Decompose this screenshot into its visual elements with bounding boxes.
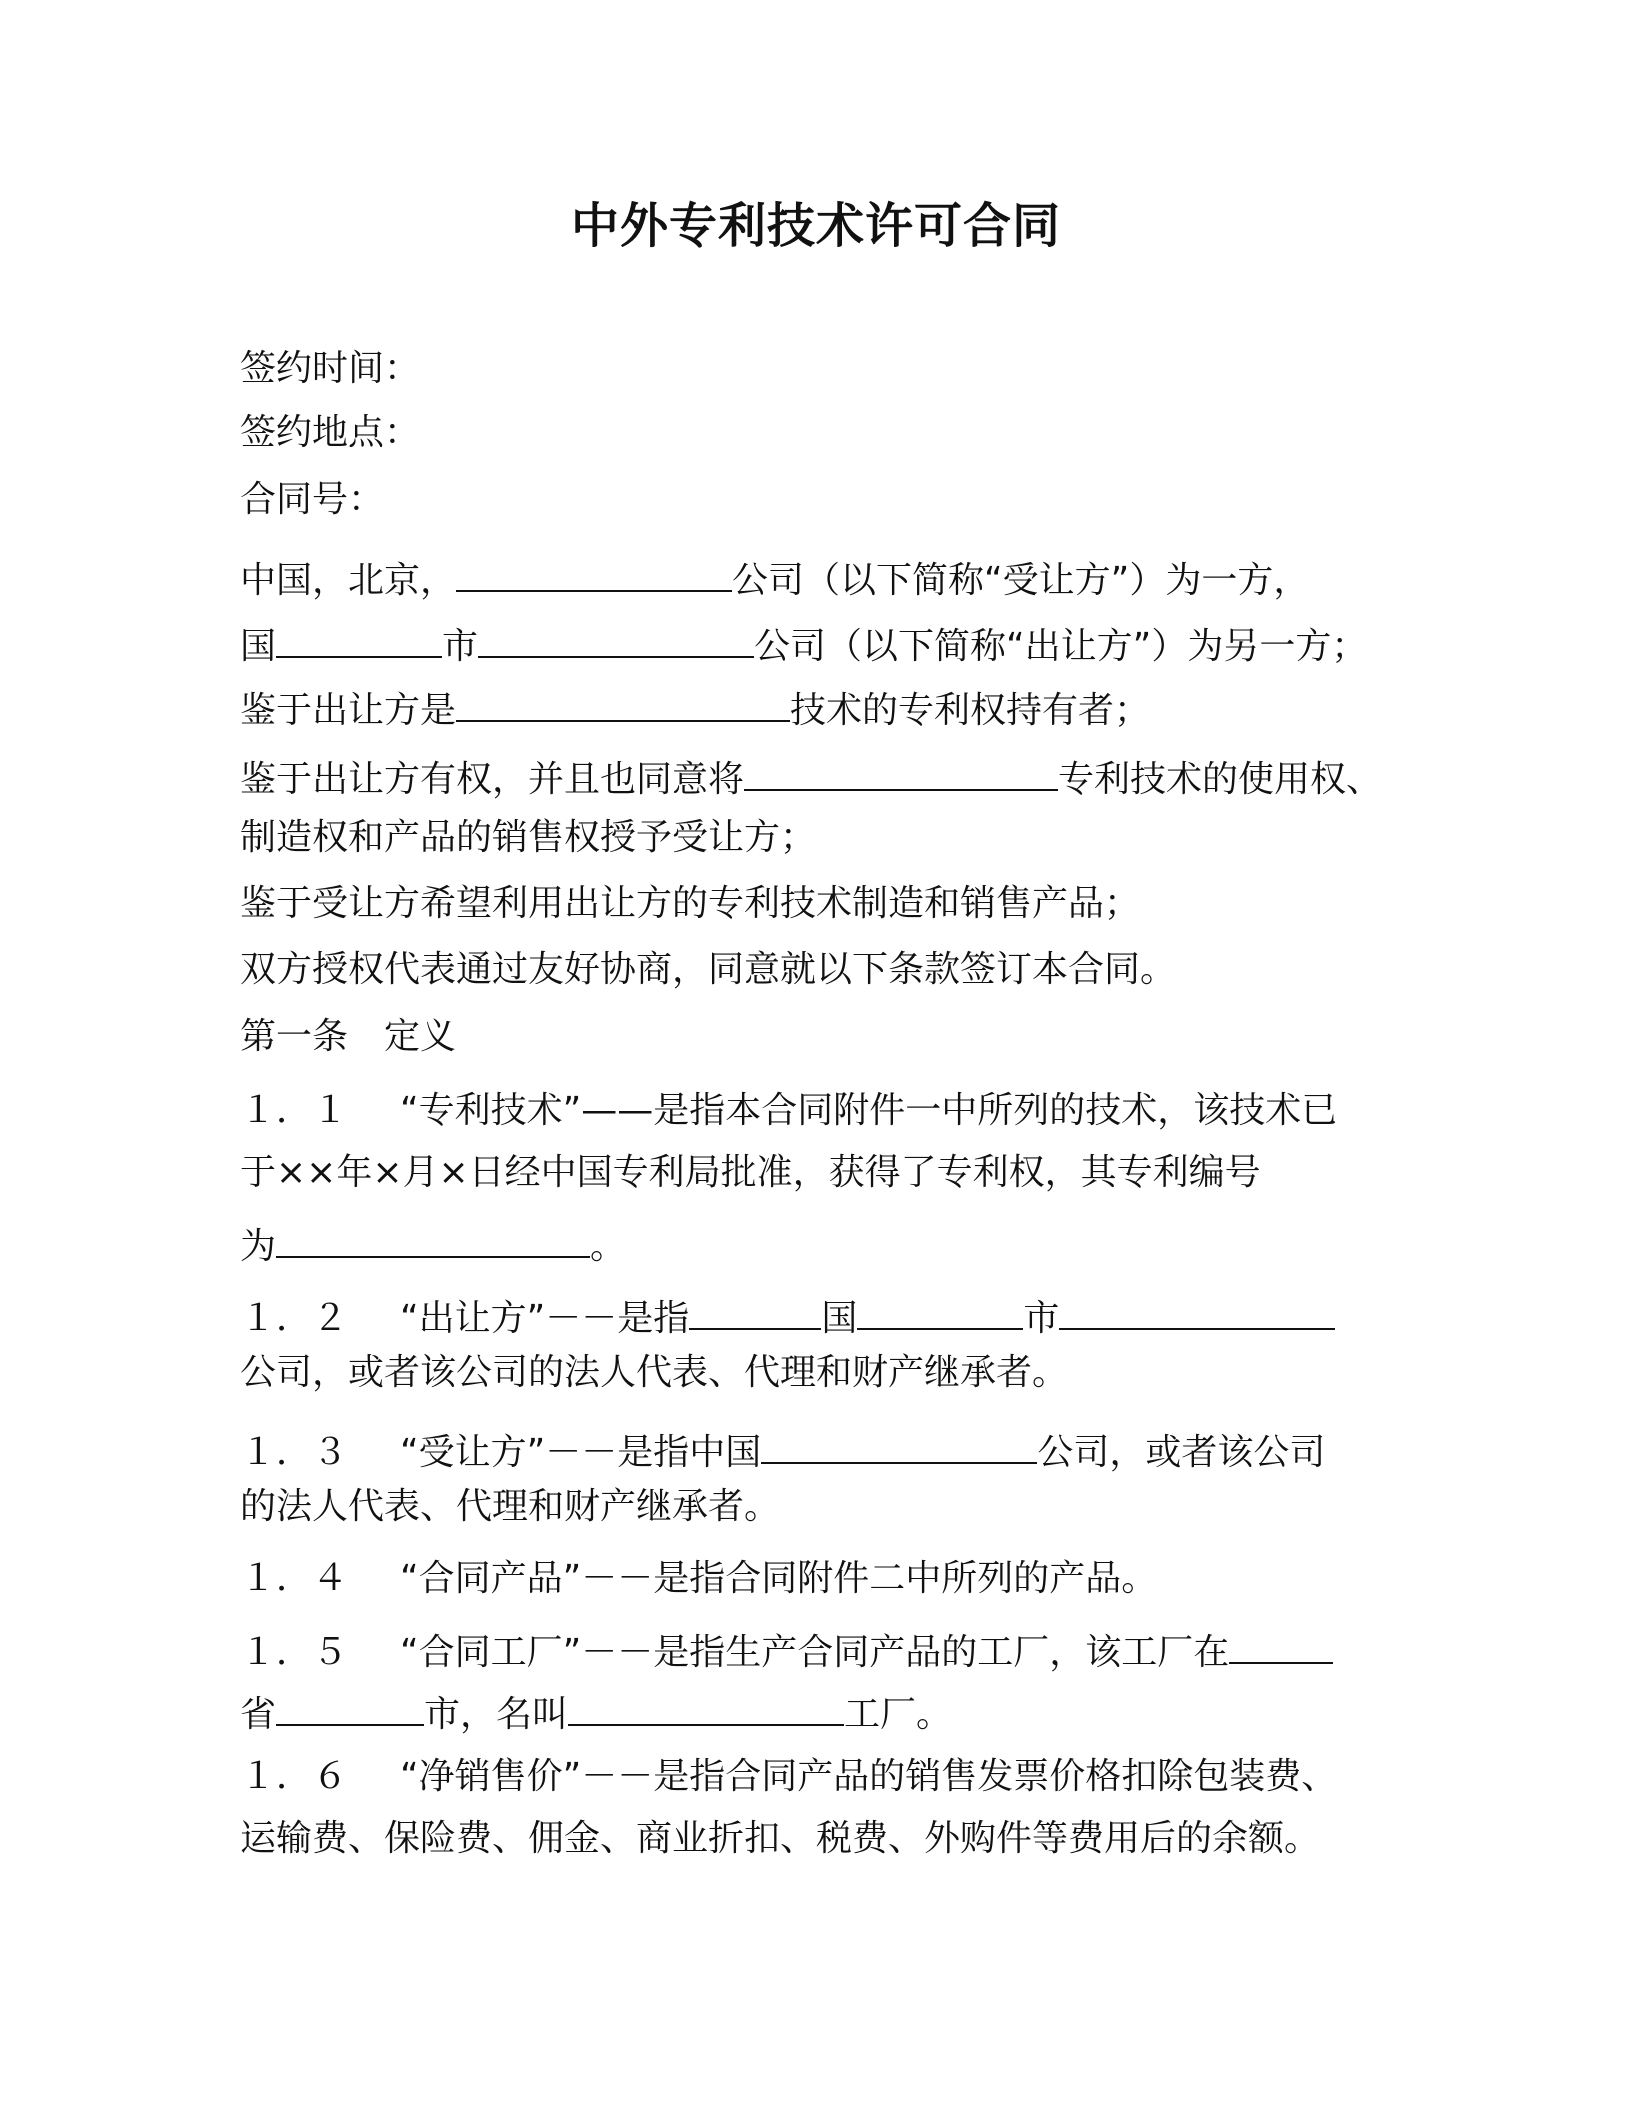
contract-number-line [240, 477, 384, 523]
licensee-suffix: 公司（以下简称“受让方”）为一方， [732, 560, 1310, 601]
section-1-6-line-2 [240, 1816, 1320, 1862]
signing-time-line [240, 346, 420, 392]
licensor-company-blank [478, 616, 754, 658]
licensor-country-blank [276, 616, 442, 658]
contract-number-label: 合同号： [240, 479, 385, 520]
section-1-5-factory-blank [568, 1684, 844, 1726]
technology-name-blank [456, 680, 790, 722]
whereas-grant-continued: 制造权和产品的销售权授予受让方； [240, 817, 817, 858]
section-1-1-line-3 [240, 1216, 626, 1270]
section-1-5-factory-suffix: 工厂。 [844, 1694, 953, 1735]
licensee-company-blank [456, 550, 732, 592]
agreement-text: 双方授权代表通过友好协商，同意就以下条款签订本合同。 [240, 949, 1177, 990]
section-1-2-number: １．２ [240, 1298, 349, 1339]
whereas-licensee-line [240, 881, 1140, 927]
section-1-2-country-blank [689, 1288, 821, 1330]
licensor-intro-line [240, 616, 1367, 670]
whereas-holder-suffix: 技术的专利权持有者； [790, 690, 1151, 731]
article-one-title: 第一条 定义 [240, 1016, 457, 1057]
section-1-1-text-c: 为 [240, 1226, 277, 1267]
whereas-grant-suffix: 专利技术的使用权、 [1058, 759, 1383, 800]
section-1-2-text-b: 国 [821, 1298, 858, 1339]
section-1-5-province-blank [276, 1684, 424, 1726]
section-1-1-line-1 [240, 1088, 1337, 1134]
section-1-5-city-label: 市，名叫 [424, 1694, 569, 1735]
section-1-5-line-1 [240, 1622, 1333, 1676]
section-1-3-company-blank [761, 1422, 1037, 1464]
section-1-1-line-2 [240, 1150, 1261, 1196]
section-1-4-line [240, 1556, 1157, 1602]
section-1-3-line-2 [240, 1484, 780, 1530]
licensee-prefix: 中国，北京， [240, 560, 457, 601]
whereas-grant-prefix: 鉴于出让方有权，并且也同意将 [240, 759, 745, 800]
whereas-patent-holder-line [240, 680, 1150, 734]
section-1-5-text-a: “合同工厂”－－是指生产合同产品的工厂，该工厂在 [400, 1632, 1230, 1673]
section-1-3-line-1 [240, 1422, 1325, 1476]
signing-place-line [240, 410, 420, 456]
whereas-licensee-text: 鉴于受让方希望利用出让方的专利技术制造和销售产品； [240, 883, 1141, 924]
section-1-1-number: １．１ [240, 1090, 349, 1131]
whereas-grant-line-2 [240, 815, 816, 861]
section-1-5-location-blank [1229, 1622, 1333, 1664]
section-1-1-text-d: 。 [590, 1226, 627, 1267]
section-1-2-company-blank [1059, 1288, 1335, 1330]
licensee-intro-line [240, 550, 1309, 604]
section-1-2-text-d: 公司，或者该公司的法人代表、代理和财产继承者。 [240, 1352, 1069, 1393]
patent-technology-blank [744, 749, 1058, 791]
section-1-2-text-a: “出让方”－－是指 [400, 1298, 690, 1339]
section-1-6-text-a: “净销售价”－－是指合同产品的销售发票价格扣除包装费、 [400, 1756, 1338, 1797]
section-1-1-text-b: 于××年×月×日经中国专利局批准，获得了专利权，其专利编号 [240, 1152, 1261, 1193]
licensor-country-label: 国 [240, 626, 277, 667]
document-title: 中外专利技术许可合同 [570, 198, 1061, 254]
licensor-city-label: 市 [442, 626, 479, 667]
patent-number-blank [276, 1216, 590, 1258]
section-1-2-line-2 [240, 1350, 1068, 1396]
section-1-2-line-1 [240, 1288, 1335, 1342]
section-1-4-text: “合同产品”－－是指合同附件二中所列的产品。 [400, 1558, 1158, 1599]
section-1-4-number: １．４ [240, 1558, 349, 1599]
section-1-5-line-2 [240, 1684, 952, 1738]
section-1-6-text-b: 运输费、保险费、佣金、商业折扣、税费、外购件等费用后的余额。 [240, 1818, 1321, 1859]
section-1-3-number: １．３ [240, 1432, 349, 1473]
section-1-5-number: １．５ [240, 1632, 349, 1673]
article-one-heading [240, 1014, 456, 1060]
section-1-2-city-blank [857, 1288, 1023, 1330]
section-1-6-line-1 [240, 1754, 1337, 1800]
section-1-6-number: １．６ [240, 1756, 349, 1797]
section-1-3-text-a: “受让方”－－是指中国 [400, 1432, 762, 1473]
section-1-5-province-label: 省 [240, 1694, 277, 1735]
signing-time-label: 签约时间： [240, 348, 421, 389]
signing-place-label: 签约地点： [240, 412, 421, 453]
licensor-suffix: 公司（以下简称“出让方”）为另一方； [754, 626, 1368, 667]
section-1-3-text-b: 公司，或者该公司 [1037, 1432, 1326, 1473]
section-1-3-text-c: 的法人代表、代理和财产继承者。 [240, 1486, 781, 1527]
whereas-holder-prefix: 鉴于出让方是 [240, 690, 457, 731]
section-1-1-text-a: “专利技术”——是指本合同附件一中所列的技术，该技术已 [400, 1090, 1338, 1131]
section-1-2-text-c: 市 [1023, 1298, 1060, 1339]
agreement-line [240, 947, 1176, 993]
whereas-grant-line [240, 749, 1382, 803]
